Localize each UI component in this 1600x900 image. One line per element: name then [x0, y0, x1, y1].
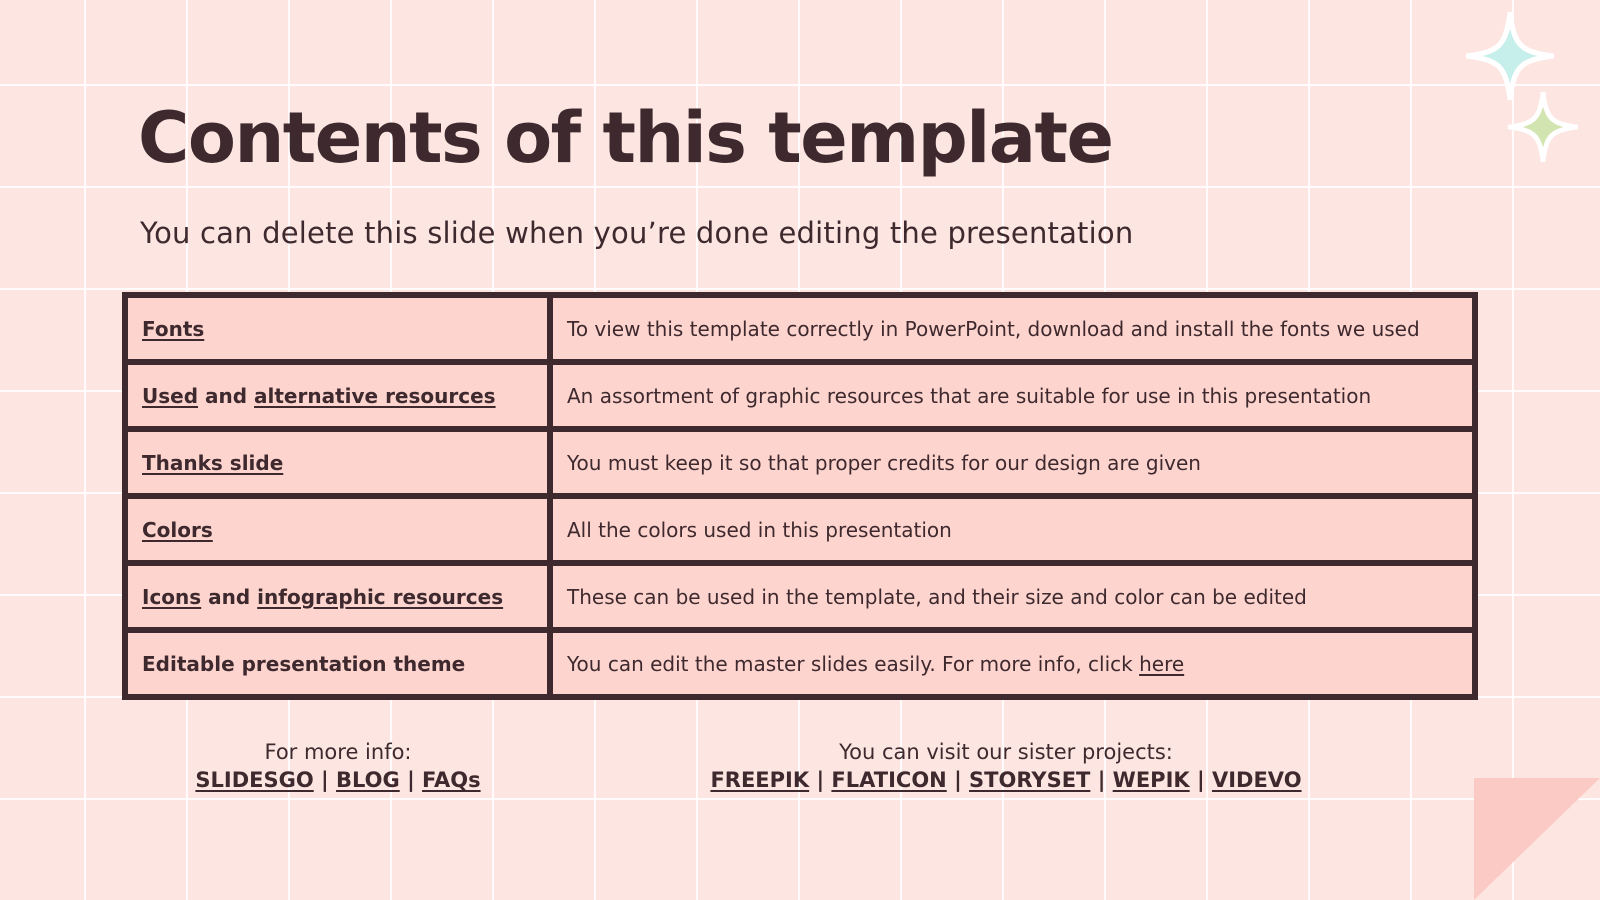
row-name-cell	[125, 496, 550, 563]
footer-more-info-heading: For more info:	[264, 740, 412, 764]
used-link[interactable]: Used	[142, 383, 199, 408]
storyset-link[interactable]: STORYSET	[969, 768, 1091, 793]
link-separator: |	[816, 768, 825, 793]
row-name-cell	[125, 630, 550, 697]
sparkle-green-icon	[1508, 92, 1578, 162]
slidesgo-link[interactable]: SLIDESGO	[195, 768, 314, 793]
row-description-text: All the colors used in this presentation	[567, 517, 952, 542]
alternative-resources-link[interactable]: alternative resources	[254, 383, 496, 408]
sparkle-teal-icon	[1466, 12, 1554, 100]
row-name-text: and	[201, 584, 258, 609]
contents-table-body	[125, 295, 1475, 697]
table-row	[125, 362, 1475, 429]
row-description-cell	[550, 295, 1475, 362]
videvo-link[interactable]: VIDEVO	[1211, 768, 1302, 793]
row-description-text: An assortment of graphic resources that are suitable for use in this presentation	[567, 383, 1372, 408]
link-separator: |	[954, 768, 962, 793]
colors-link[interactable]: Colors	[142, 517, 213, 542]
freepik-link[interactable]: FREEPIK	[710, 768, 810, 793]
row-name-cell	[125, 362, 550, 429]
link-separator: |	[1196, 768, 1205, 793]
row-description-text: These can be used in the template, and their size and color can be edited	[567, 584, 1307, 609]
blog-link[interactable]: BLOG	[336, 768, 400, 793]
faqs-link[interactable]: FAQs	[422, 768, 481, 793]
row-name-text: and	[198, 383, 255, 408]
thanks-slide-link[interactable]: Thanks slide	[142, 450, 284, 475]
fonts-link[interactable]: Fonts	[142, 316, 205, 341]
table-row	[125, 295, 1475, 362]
table-row	[125, 630, 1475, 697]
table-row	[125, 496, 1475, 563]
link-separator: |	[321, 768, 329, 793]
link-separator: |	[407, 768, 415, 793]
row-description-text: You can edit the master slides easily. For more info, click	[567, 651, 1140, 676]
footer-more-info-links	[146, 766, 530, 794]
infographic-resources-link[interactable]: infographic resources	[257, 584, 504, 609]
row-description-cell	[550, 496, 1475, 563]
row-description-cell	[550, 563, 1475, 630]
icons-link[interactable]: Icons	[142, 584, 202, 609]
link-separator: |	[1097, 768, 1106, 793]
page-subtitle: You can delete this slide when you’re done editing the presentation	[140, 216, 1134, 250]
footer-sister-projects	[706, 738, 1306, 795]
row-name-cell	[125, 295, 550, 362]
row-name-cell	[125, 563, 550, 630]
page-curl-corner	[1474, 776, 1600, 900]
contents-table	[122, 292, 1478, 700]
page-title: Contents of this template	[138, 97, 1113, 179]
footer-sister-projects-links	[706, 766, 1306, 794]
row-description-text: To view this template correctly in PowerPoint, download and install the fonts we used	[567, 316, 1420, 341]
footer-more-info	[146, 738, 530, 795]
row-name-text: Editable presentation theme	[142, 651, 466, 676]
footer-sister-projects-heading: You can visit our sister projects:	[839, 740, 1173, 764]
row-description-cell	[550, 362, 1475, 429]
row-description-cell	[550, 630, 1475, 697]
flaticon-link[interactable]: FLATICON	[831, 768, 947, 793]
table-row	[125, 429, 1475, 496]
table-row	[125, 563, 1475, 630]
row-name-cell	[125, 429, 550, 496]
row-description-text: You must keep it so that proper credits for our design are given	[567, 450, 1201, 475]
row-description-cell	[550, 429, 1475, 496]
wepik-link[interactable]: WEPIK	[1112, 768, 1190, 793]
here-link[interactable]: here	[1139, 651, 1185, 676]
